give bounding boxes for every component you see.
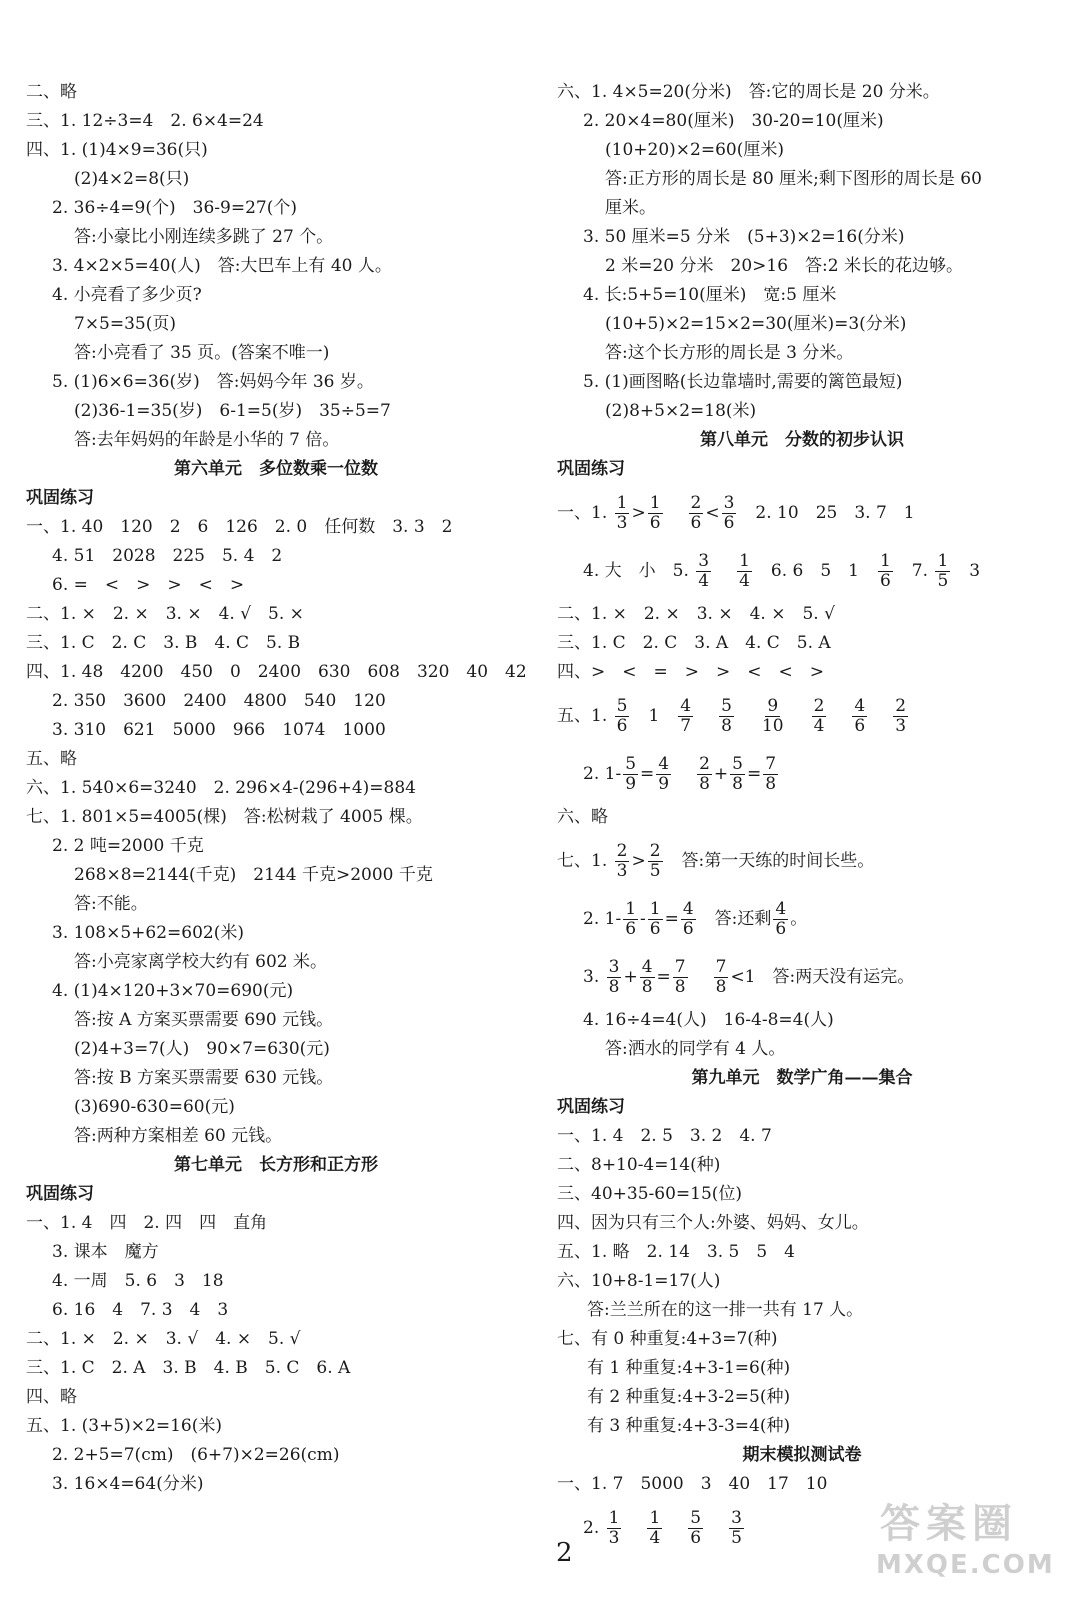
answer-text: 3 bbox=[952, 561, 981, 581]
answer-line: 五、1. 略 2. 14 3. 5 5 4 bbox=[557, 1242, 795, 1262]
answer-text: 2. 1- bbox=[583, 909, 622, 929]
answer-line: 二、1. × 2. × 3. × 4. √ 5. × bbox=[26, 604, 304, 624]
answer-line: 3. 50 厘米=5 分米 (5+3)×2=16(分米) bbox=[583, 227, 905, 247]
section-heading: 第六单元 多位数乘一位数 bbox=[174, 459, 378, 479]
numerator: 9 bbox=[767, 696, 779, 716]
answer-text: 一、1. bbox=[557, 503, 613, 523]
answer-line: 四、1. (1)4×9=36(只) bbox=[26, 140, 208, 160]
answer-line: 七、有 0 种重复:4+3=7(种) bbox=[557, 1329, 778, 1349]
answer-line: 2. 350 3600 2400 4800 540 120 bbox=[52, 691, 386, 711]
answer-text: = bbox=[640, 764, 655, 784]
answer-text: 2. 10 25 3. 7 1 bbox=[738, 503, 915, 523]
left-column bbox=[26, 78, 526, 1499]
answer-line: 六、1. 540×6=3240 2. 296×4-(296+4)=884 bbox=[26, 778, 416, 798]
answer-line: 2. 2+5=7(cm) (6+7)×2=26(cm) bbox=[52, 1445, 340, 1465]
answer-text: > bbox=[631, 851, 646, 871]
answer-line: 4. 长:5+5=10(厘米) 宽:5 厘米 bbox=[583, 285, 837, 305]
answer-line: 答:按 A 方案买票需要 690 元钱。 bbox=[74, 1010, 334, 1030]
answer-line bbox=[557, 687, 1047, 745]
numerator: 5 bbox=[616, 696, 628, 716]
denominator: 8 bbox=[765, 774, 777, 794]
answer-line: 答:按 B 方案买票需要 630 元钱。 bbox=[74, 1068, 334, 1088]
denominator: 6 bbox=[649, 919, 661, 939]
subsection-title: 巩固练习 bbox=[557, 1097, 625, 1117]
answer-line: 答:去年妈妈的年龄是小华的 7 倍。 bbox=[74, 430, 340, 450]
numerator: 7 bbox=[715, 957, 727, 977]
denominator: 9 bbox=[625, 774, 637, 794]
section-heading: 第八单元 分数的初步认识 bbox=[700, 430, 904, 450]
fraction bbox=[623, 755, 638, 794]
answer-text: 2. 1- bbox=[583, 764, 622, 784]
numerator: 2 bbox=[813, 696, 825, 716]
numerator: 5 bbox=[721, 696, 732, 716]
denominator: 6 bbox=[690, 1528, 702, 1548]
answer-line: 3. 4×2×5=40(人) 答:大巴车上有 40 人。 bbox=[52, 256, 392, 276]
fraction bbox=[696, 552, 711, 591]
section-heading: 第七单元 长方形和正方形 bbox=[174, 1155, 378, 1175]
watermark-logo-text: 答案圈 bbox=[880, 1501, 1018, 1547]
denominator: 3 bbox=[616, 861, 628, 881]
numerator: 4 bbox=[682, 899, 694, 919]
fraction bbox=[763, 755, 778, 794]
denominator: 7 bbox=[680, 716, 692, 736]
fraction bbox=[688, 1509, 703, 1548]
fraction bbox=[760, 697, 786, 736]
denominator: 4 bbox=[649, 1528, 661, 1548]
answer-line: (2)4+3=7(人) 90×7=630(元) bbox=[74, 1039, 330, 1059]
answer-text: < bbox=[705, 503, 720, 523]
page-number: 2 bbox=[556, 1538, 573, 1568]
denominator: 4 bbox=[739, 571, 750, 591]
answer-line: 3. 课本 魔方 bbox=[52, 1242, 159, 1262]
answer-line: 答:两种方案相差 60 元钱。 bbox=[74, 1126, 283, 1146]
answer-line bbox=[557, 832, 1047, 890]
numerator: 4 bbox=[680, 696, 692, 716]
answer-line: 2. 2 吨=2000 千克 bbox=[52, 836, 204, 856]
fraction bbox=[719, 697, 734, 736]
fraction bbox=[697, 755, 712, 794]
denominator: 5 bbox=[649, 861, 661, 881]
answer-line: 答:不能。 bbox=[74, 894, 148, 914]
numerator: 3 bbox=[608, 957, 620, 977]
answer-text: 4. 大 小 5. bbox=[583, 561, 695, 581]
numerator: 1 bbox=[625, 899, 637, 919]
answer-line: 一、1. 7 5000 3 40 17 10 bbox=[557, 1474, 828, 1494]
answer-line bbox=[557, 890, 1047, 948]
watermark-logo bbox=[870, 1492, 1060, 1592]
fraction bbox=[648, 900, 663, 939]
answer-line: 3. 16×4=64(分米) bbox=[52, 1474, 204, 1494]
fraction bbox=[615, 494, 630, 533]
answer-line: 四、> < = > > < < > bbox=[557, 662, 824, 682]
answer-line: 二、8+10-4=14(种) bbox=[557, 1155, 721, 1175]
denominator: 6 bbox=[775, 919, 787, 939]
fraction bbox=[878, 552, 893, 591]
answer-line: 二、略 bbox=[26, 82, 77, 102]
answer-line: (10+20)×2=60(厘米) bbox=[605, 140, 784, 160]
answer-text: 6. 6 5 1 bbox=[753, 561, 876, 581]
answer-line: 268×8=2144(千克) 2144 千克>2000 千克 bbox=[74, 865, 433, 885]
answer-text: 2. bbox=[583, 1518, 605, 1538]
answer-line: 4. (1)4×120+3×70=690(元) bbox=[52, 981, 294, 1001]
answer-line: 2 米=20 分米 20>16 答:2 米长的花边够。 bbox=[605, 256, 963, 276]
numerator: 1 bbox=[739, 551, 750, 571]
answer-line: 一、1. 4 四 2. 四 四 直角 bbox=[26, 1213, 268, 1233]
answer-text: 五、1. bbox=[557, 706, 613, 726]
answer-line: 2. 36÷4=9(个) 36-9=27(个) bbox=[52, 198, 297, 218]
denominator: 6 bbox=[682, 919, 694, 939]
subsection-title: 巩固练习 bbox=[557, 459, 625, 479]
answer-text: + bbox=[713, 764, 729, 784]
numerator: 5 bbox=[690, 1508, 702, 1528]
answer-line bbox=[557, 484, 1047, 542]
numerator: 2 bbox=[690, 493, 702, 513]
denominator: 5 bbox=[731, 1528, 742, 1548]
answer-text: + bbox=[623, 967, 638, 987]
numerator: 1 bbox=[649, 493, 661, 513]
denominator: 8 bbox=[608, 977, 620, 997]
answer-line bbox=[557, 745, 1047, 803]
watermark-url: MXQE.COM bbox=[876, 1550, 1055, 1580]
fraction bbox=[640, 958, 655, 997]
answer-line: 答:小亮家离学校大约有 602 米。 bbox=[74, 952, 327, 972]
fraction bbox=[648, 842, 663, 881]
answer-line: (10+5)×2=15×2=30(厘米)=3(分米) bbox=[605, 314, 907, 334]
answer-line: (2)4×2=8(只) bbox=[74, 169, 190, 189]
answer-line: 答:兰兰所在的这一排一共有 17 人。 bbox=[587, 1300, 864, 1320]
denominator: 4 bbox=[698, 571, 710, 591]
fraction bbox=[607, 958, 622, 997]
answer-line: 七、1. 801×5=4005(棵) 答:松树栽了 4005 棵。 bbox=[26, 807, 423, 827]
answer-line: 六、1. 4×5=20(分米) 答:它的周长是 20 分米。 bbox=[557, 82, 940, 102]
right-column bbox=[557, 78, 1047, 1557]
fraction bbox=[893, 697, 908, 736]
answer-line: 二、1. × 2. × 3. √ 4. × 5. √ bbox=[26, 1329, 301, 1349]
fraction bbox=[615, 697, 630, 736]
answer-text: = bbox=[747, 764, 762, 784]
answer-line: 4. 51 2028 225 5. 4 2 bbox=[52, 546, 283, 566]
answer-line: 3. 310 621 5000 966 1074 1000 bbox=[52, 720, 386, 740]
denominator: 6 bbox=[649, 513, 661, 533]
answer-line: 三、1. C 2. C 3. B 4. C 5. B bbox=[26, 633, 301, 653]
numerator: 1 bbox=[649, 1508, 661, 1528]
answer-text: 1 bbox=[631, 706, 677, 726]
fraction bbox=[812, 697, 827, 736]
numerator: 2 bbox=[895, 696, 907, 716]
numerator: 4 bbox=[658, 754, 670, 774]
fraction bbox=[656, 755, 671, 794]
answer-text: - bbox=[640, 909, 646, 929]
denominator: 8 bbox=[699, 774, 710, 794]
answer-line: 4. 16÷4=4(人) 16-4-8=4(人) bbox=[583, 1010, 834, 1030]
answer-text: 七、1. bbox=[557, 851, 613, 871]
numerator: 1 bbox=[649, 899, 661, 919]
numerator: 2 bbox=[616, 841, 628, 861]
answer-line: 有 3 种重复:4+3-3=4(种) bbox=[587, 1416, 791, 1436]
answer-text: = bbox=[664, 909, 679, 929]
fraction bbox=[607, 1509, 622, 1548]
numerator: 7 bbox=[765, 754, 777, 774]
denominator: 10 bbox=[761, 716, 784, 736]
answer-line: 答:洒水的同学有 4 人。 bbox=[605, 1039, 786, 1059]
section-heading: 期末模拟测试卷 bbox=[742, 1445, 862, 1465]
answer-line: 6. = < > > < > bbox=[52, 575, 245, 595]
fraction bbox=[729, 1509, 744, 1548]
answer-line: 三、40+35-60=15(位) bbox=[557, 1184, 743, 1204]
answer-line: 答:正方形的周长是 80 厘米;剩下图形的周长是 60 bbox=[605, 169, 982, 189]
denominator: 6 bbox=[854, 716, 866, 736]
answer-line: 答:这个长方形的周长是 3 分米。 bbox=[605, 343, 854, 363]
denominator: 4 bbox=[813, 716, 825, 736]
numerator: 5 bbox=[625, 754, 637, 774]
fraction bbox=[689, 494, 704, 533]
answer-line: 6. 16 4 7. 3 4 3 bbox=[52, 1300, 229, 1320]
answer-line: (2)8+5×2=18(米) bbox=[605, 401, 757, 421]
fraction bbox=[737, 552, 752, 591]
answer-line: 三、1. C 2. A 3. B 4. B 5. C 6. A bbox=[26, 1358, 351, 1378]
denominator: 6 bbox=[625, 919, 637, 939]
answer-text: <1 答:两天没有运完。 bbox=[730, 967, 915, 987]
answer-line: 六、略 bbox=[557, 807, 608, 827]
fraction bbox=[852, 697, 867, 736]
answer-text: 7. bbox=[894, 561, 934, 581]
numerator: 3 bbox=[723, 493, 735, 513]
fraction bbox=[673, 958, 688, 997]
numerator: 5 bbox=[732, 754, 743, 774]
answer-text: 答:第一天练的时间长些。 bbox=[664, 851, 875, 871]
answer-line bbox=[557, 948, 1047, 1006]
fraction bbox=[773, 900, 788, 939]
answer-line: 三、1. 12÷3=4 2. 6×4=24 bbox=[26, 111, 264, 131]
numerator: 1 bbox=[616, 493, 628, 513]
numerator: 4 bbox=[854, 696, 866, 716]
numerator: 1 bbox=[608, 1508, 620, 1528]
answer-line: 5. (1)画图略(长边靠墙时,需要的篱笆最短) bbox=[583, 372, 903, 392]
numerator: 1 bbox=[937, 551, 949, 571]
answer-line: 四、因为只有三个人:外婆、妈妈、女儿。 bbox=[557, 1213, 869, 1233]
numerator: 2 bbox=[649, 841, 661, 861]
denominator: 8 bbox=[641, 977, 653, 997]
answer-line: 五、1. (3+5)×2=16(米) bbox=[26, 1416, 222, 1436]
fraction bbox=[623, 900, 638, 939]
answer-line bbox=[557, 542, 1047, 600]
answer-line: 答:小豪比小刚连续多跳了 27 个。 bbox=[74, 227, 334, 247]
denominator: 3 bbox=[608, 1528, 620, 1548]
denominator: 6 bbox=[690, 513, 702, 533]
subsection-title: 巩固练习 bbox=[26, 1184, 94, 1204]
denominator: 3 bbox=[895, 716, 907, 736]
answer-line: 答:小亮看了 35 页。(答案不唯一) bbox=[74, 343, 330, 363]
fraction bbox=[714, 958, 729, 997]
answer-text: 答:还剩 bbox=[697, 909, 772, 929]
denominator: 5 bbox=[937, 571, 949, 591]
answer-line: 四、略 bbox=[26, 1387, 77, 1407]
numerator: 3 bbox=[731, 1508, 742, 1528]
denominator: 3 bbox=[616, 513, 628, 533]
denominator: 6 bbox=[616, 716, 628, 736]
answer-line: 3. 108×5+62=602(米) bbox=[52, 923, 244, 943]
numerator: 7 bbox=[674, 957, 686, 977]
answer-line: 有 2 种重复:4+3-2=5(种) bbox=[587, 1387, 791, 1407]
numerator: 4 bbox=[775, 899, 787, 919]
denominator: 8 bbox=[721, 716, 732, 736]
answer-line: 7×5=35(页) bbox=[74, 314, 177, 334]
fraction bbox=[730, 755, 745, 794]
answer-text: = bbox=[656, 967, 671, 987]
answer-text: > bbox=[631, 503, 646, 523]
subsection-title: 巩固练习 bbox=[26, 488, 94, 508]
numerator: 3 bbox=[698, 551, 710, 571]
fraction bbox=[935, 552, 950, 591]
fraction bbox=[648, 494, 663, 533]
answer-line: 4. 小亮看了多少页? bbox=[52, 285, 202, 305]
answer-line: (3)690-630=60(元) bbox=[74, 1097, 235, 1117]
denominator: 9 bbox=[658, 774, 670, 794]
answer-line: 二、1. × 2. × 3. × 4. × 5. √ bbox=[557, 604, 835, 624]
fraction bbox=[647, 1509, 662, 1548]
answer-line: 有 1 种重复:4+3-1=6(种) bbox=[587, 1358, 791, 1378]
answer-line: 2. 20×4=80(厘米) 30-20=10(厘米) bbox=[583, 111, 884, 131]
numerator: 1 bbox=[879, 551, 891, 571]
answer-line: 三、1. C 2. C 3. A 4. C 5. A bbox=[557, 633, 831, 653]
answer-line: 五、略 bbox=[26, 749, 77, 769]
answer-text: 3. bbox=[583, 967, 605, 987]
answer-line: 一、1. 4 2. 5 3. 2 4. 7 bbox=[557, 1126, 772, 1146]
answer-line: (2)36-1=35(岁) 6-1=5(岁) 35÷5=7 bbox=[74, 401, 391, 421]
section-heading: 第九单元 数学广角——集合 bbox=[691, 1068, 913, 1088]
denominator: 6 bbox=[723, 513, 735, 533]
fraction bbox=[678, 697, 693, 736]
denominator: 8 bbox=[674, 977, 686, 997]
denominator: 8 bbox=[715, 977, 727, 997]
fraction bbox=[681, 900, 696, 939]
numerator: 2 bbox=[699, 754, 710, 774]
fraction bbox=[615, 842, 630, 881]
denominator: 8 bbox=[732, 774, 743, 794]
answer-line: 六、10+8-1=17(人) bbox=[557, 1271, 721, 1291]
answer-line: 4. 一周 5. 6 3 18 bbox=[52, 1271, 224, 1291]
answer-line: 5. (1)6×6=36(岁) 答:妈妈今年 36 岁。 bbox=[52, 372, 374, 392]
answer-line: 四、1. 48 4200 450 0 2400 630 608 320 40 42 bbox=[26, 662, 527, 682]
answer-line: 厘米。 bbox=[605, 198, 656, 218]
answer-line: 一、1. 40 120 2 6 126 2. 0 任何数 3. 3 2 bbox=[26, 517, 453, 537]
answer-text: 。 bbox=[790, 909, 808, 929]
denominator: 6 bbox=[879, 571, 891, 591]
numerator: 4 bbox=[641, 957, 653, 977]
fraction bbox=[722, 494, 737, 533]
